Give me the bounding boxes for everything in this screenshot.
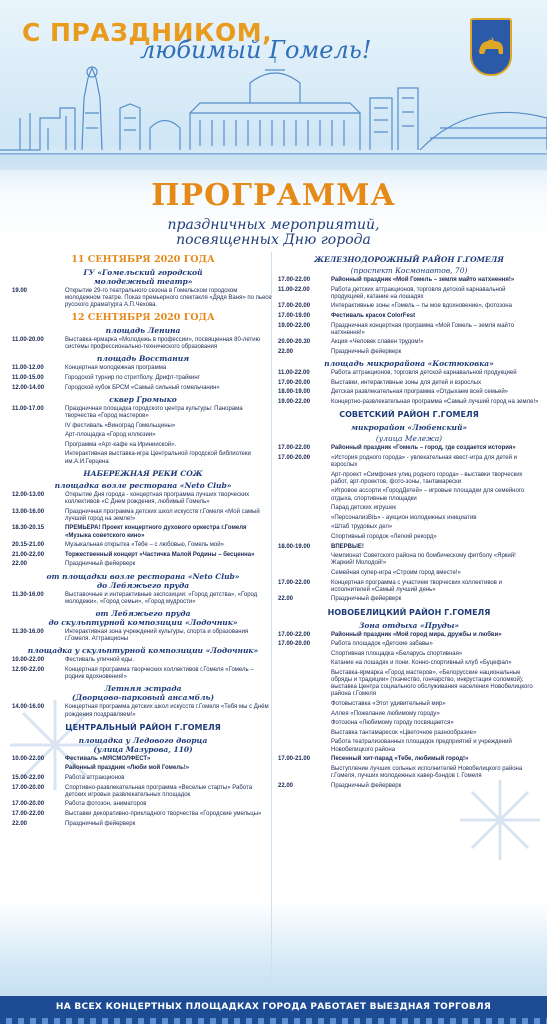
- venue-heading: площадка у Ледового дворца (улица Мазурова, 110): [78, 735, 208, 754]
- event-row: 18.30-20.15 ПРЕМЬЕРА! Проект концертного духового оркестра г.Гомеля «Музыка советского кино»: [12, 525, 247, 539]
- event-row: Спортивная площадка «Беларусь спортивная»: [331, 650, 463, 657]
- event-row: Катание на лошадях и пони. Конно-спортивный клуб «Буцефал»: [331, 660, 512, 667]
- event-row: 11.30-16.00 Интерактивная зона учреждений культуры, спорта и образования г.Гомеля. Аттракционы: [12, 628, 249, 643]
- greeting-line-1: С ПРАЗДНИКОМ,: [22, 18, 273, 47]
- event-row: IV фестиваль «Виноград Гомельщины»: [65, 422, 176, 429]
- event-row: Арт-проект «Симфония улиц родного города» - выставки творческих работ, арт-проектов, фото-зоны, тантамарески: [331, 471, 523, 485]
- venue-heading: ГУ «Гомельский городской молодежный театр»: [83, 268, 203, 286]
- district-heading: ЖЕЛЕЗНОДОРОЖНЫЙ РАЙОН Г.ГОМЕЛЯ: [314, 255, 504, 264]
- event-row: 15.00-22.00 Работа аттракционов: [12, 774, 125, 781]
- left-column: [12, 252, 274, 830]
- event-row: 19.00-22.00 Концертно-развлекательная программа «Самый лучший город на земле!»: [278, 398, 539, 405]
- event-row: 22.00 Праздничный фейерверк: [12, 820, 136, 827]
- program-subtitle: праздничных мероприятий, посвященных Дню города: [167, 217, 380, 248]
- venue-heading: Летняя эстрада (Дворцово-парковый ансамбль): [72, 684, 214, 703]
- venue-heading: (проспект Космонавтов, 70): [350, 266, 468, 275]
- event-row: Выставка-ярмарка «Город мастеров», «Белорусские национальные обряды и традиции» (ткачество, гончарство, инкрустация соломкой); выставка Центра социального обслуживания населения Новобелицкого района г.Гомеля: [331, 669, 533, 698]
- district-heading: СОВЕТСКИЙ РАЙОН Г.ГОМЕЛЯ: [339, 410, 479, 420]
- event-row: 17.00-20.00 Работа площадок «Детские забавы»: [278, 641, 433, 648]
- city-skyline-illustration: [0, 58, 547, 170]
- event-row: 17.00-22.00 Выставки декоративно-прикладного творчества «Городские умельцы»: [12, 810, 262, 817]
- event-row: 19.00-22.00 Праздничная концертная программа «Мой Гомель – земля майто натхнення!»: [278, 322, 514, 336]
- event-row: 12.00-22.00 Концертная программа творческих коллективов г.Гомеля «Гомель – родник вдохновения!»: [12, 666, 254, 681]
- event-row: 14.00-16.00 Концертная программа детских школ искусств г.Гомеля «Тебя мы с Днём рождения поздравляем!»: [12, 704, 269, 718]
- venue-heading: микрорайон «Любенский»: [350, 423, 468, 433]
- right-column: [278, 252, 540, 792]
- district-heading: ЦЕНТРАЛЬНЫЙ РАЙОН Г.ГОМЕЛЯ: [65, 722, 221, 732]
- event-row: 22.00 Праздничный фейерверк: [278, 596, 402, 603]
- event-row: 12.00-13.00 Открытие Дня города - концертная программа лучших творческих коллективов «С Днем рождения, любимый Гомель»: [12, 491, 250, 505]
- event-row: 11.00-22.00 Работа аттракционов, торговля детской карнавальной продукцией: [278, 370, 517, 377]
- header-banner: [0, 0, 547, 170]
- event-row: Программа «Арт-кафе на Иринииской».: [65, 441, 177, 448]
- event-row: 17.00-22.00 Районный праздник «Мой Гомель – земля майто натхнення!»: [278, 277, 515, 283]
- event-row: Фотовыставка «Этот удивительный мир»: [331, 701, 446, 708]
- event-row: Спортивный городок «Легкий рекорд»: [331, 533, 437, 540]
- event-row: 12.00-14.00 Городской кубок БРСМ «Самый сильный гомельчанин»: [12, 384, 220, 391]
- program-title: ПРОГРАММА: [151, 178, 396, 213]
- event-row: 17.00-20.00 Выставки, интерактивные зоны для детей и взрослых: [278, 379, 482, 386]
- event-row: 19.00 Открытие 29-го театрального сезона в Гомельском городском молодежном театре. Показ премьерного спектакля «Дядя Ваня» по пьесе русского драматурга А.П.Чехова.: [12, 288, 272, 309]
- event-row: 21.00-22.00 Торжественный концерт «Частичка Малой Родины – бесценна»: [12, 551, 255, 558]
- event-row: 18.00-19.00 Детская развлекательная программа «Отдыхаем всей семьей»: [278, 389, 509, 396]
- event-row: 17.00-21.00 Песенный хит-парад «Тебе, любимый город!»: [278, 756, 469, 763]
- event-row: Аллея «Пожелание любимому городу»: [331, 710, 440, 717]
- event-row: 11.00-12.00 Концертная молодежная программа: [12, 365, 167, 372]
- venue-heading: НАБЕРЕЖНАЯ РЕКИ СОЖ: [83, 468, 203, 478]
- event-row: 22.00 Праздничный фейерверк: [278, 782, 402, 789]
- venue-subheading: (улица Мележа): [375, 434, 443, 444]
- event-row: 17.00-22.00 Концертная программа с участием творческих коллективов и исполнителей «Самый лучший день»: [278, 579, 502, 593]
- venue-heading: площадка у скульптурной композиции «Лодочник»: [27, 646, 259, 656]
- venue-heading: от Лебяжьего пруда до скульптурной композиции «Лодочник»: [48, 608, 238, 627]
- event-row: Интерактивная выставка-игра Центральной городской библиотеки им.А.И.Герцена: [65, 451, 251, 465]
- event-row: 22.00 Праздничный фейерверк: [278, 348, 402, 355]
- event-row: 11.30-16.00 Выставочные и интерактивные экспозиции: «Город детства», «Город молодежи», «Город семьи», «Город мудрости»: [12, 591, 258, 605]
- event-row: 22.00 Праздничный фейерверк: [12, 561, 136, 568]
- event-row: 10.00-22.00 Фестиваль уличной еды.: [12, 657, 134, 664]
- event-row: Фотозона «Любимому городу посвящается»: [331, 720, 454, 727]
- venue-heading: сквер Громыко: [109, 394, 177, 404]
- district-heading: НОВОБЕЛИЦКИЙ РАЙОН Г.ГОМЕЛЯ: [327, 607, 491, 617]
- event-row: 20.00-20.30 Акция «Человек славен трудом!»: [278, 339, 424, 346]
- event-row: Выставка тантамаресок «Цветочное разнообразие»: [331, 729, 477, 736]
- event-row: Районный праздник «Люби мой Гомель!»: [65, 765, 190, 772]
- venue-heading: Зона отдыха «Пруды»: [358, 620, 460, 630]
- venue-heading: от площадки возле ресторана «Neto Club» до Лебяжьего пруда: [46, 571, 240, 590]
- venue-heading: площадка возле ресторана «Neto Club»: [54, 480, 232, 490]
- footer-banner: НА ВСЕХ КОНЦЕРТНЫХ ПЛОЩАДКАХ ГОРОДА РАБОТАЕТ ВЫЕЗДНАЯ ТОРГОВЛЯ: [0, 996, 547, 1018]
- event-row: Работа театрализованных площадок предприятий и учреждений Новобелицкого района: [331, 739, 512, 753]
- event-row: «ПерсонализBiЬ» - аукцион молодежных инициатив: [331, 514, 477, 521]
- event-row: 11.00-20.00 Выставка-ярмарка «Молодежь в профессии», посвященная 80-летию системы профессионально-технического образования: [12, 337, 261, 351]
- event-row: 17.00-22.00 Районный праздник «Гомель – город, где создается история»: [278, 445, 516, 452]
- event-row: Чемпионат Советского района по бомбическому фитболу «Яркий! Жаркий! Молодой!»: [331, 553, 516, 567]
- event-row: Выступление лучших сольных исполнителей Новобелицкого района г.Гомеля, лучших молодежных кавер-бэндов г. Гомеля: [331, 765, 523, 780]
- event-row: «Игровое ассорти «ГородДетей» – игровые площадки для семейного отдыха, спортивные площадки: [331, 488, 525, 502]
- event-row: «Штаб трудовых дел»: [331, 524, 393, 531]
- event-row: 11.00-17.00 Праздничная площадка городского центра культуры: Панорама творчества «Город мастеров»: [12, 405, 243, 419]
- event-row: 17.00-20.00 Интерактивные зоны «Гомель – ты мое вдохновение», фотозона: [278, 303, 512, 310]
- event-row: 11.00-15.00 Городской турнир по стритболу. Дрифт-трайкинг: [12, 375, 200, 381]
- event-row: Семейная супер-игра «Строим город вместе!»: [331, 569, 461, 576]
- event-row: 11.00-22.00 Работа детских аттракционов, торговля детской карнавальной продукцией, катание на лошадях: [278, 286, 506, 300]
- date-heading: 11 СЕНТЯБРЯ 2020 ГОДА: [71, 254, 215, 265]
- venue-heading: площадь Ленина: [105, 326, 181, 335]
- venue-heading: площадь Восстания: [96, 354, 190, 364]
- ornament-stripe: [0, 1018, 547, 1024]
- event-row: Арт-площадка «Город иллюзии»: [65, 432, 156, 439]
- date-heading: 12 СЕНТЯБРЯ 2020 ГОДА: [71, 312, 215, 323]
- event-row: Парад детских игрушек: [331, 505, 397, 512]
- event-row: 13.00-16.00 Праздничная программа детских школ искусств г.Гомеля «Мой самый лучший город на земле!»: [12, 508, 260, 522]
- event-row: 17.00-20.00 «История родного города» - увлекательная квест-игра для детей и взрослых: [278, 454, 517, 468]
- event-row: 18.00-19.00 ВПЕРВЫЕ!: [278, 543, 364, 550]
- venue-heading: площадь микрорайона «Костюковка»: [324, 359, 494, 369]
- event-row: 17.00-22.00 Районный праздник «Мой город мира, дружбы и любви»: [278, 631, 502, 638]
- event-row: 17.00-20.00 Спортивно-развлекательная программа «Веселые старты» Работа детских игровых развлекательных площадок: [12, 784, 253, 798]
- event-row: 17.00-19.00 Фестиваль красок ColorFest: [278, 312, 416, 319]
- greeting-line-2: любимый Гомель!: [140, 36, 372, 64]
- event-row: 10.00-22.00 Фестиваль «МЯСМОЛФЕСТ»: [12, 755, 151, 762]
- event-row: 17.00-20.00 Работа фотозон, аниматоров: [12, 801, 147, 808]
- event-row: 20.15-21.00 Музыкальная открытка «Тебе – с любовью, Гомель мой»: [12, 542, 224, 549]
